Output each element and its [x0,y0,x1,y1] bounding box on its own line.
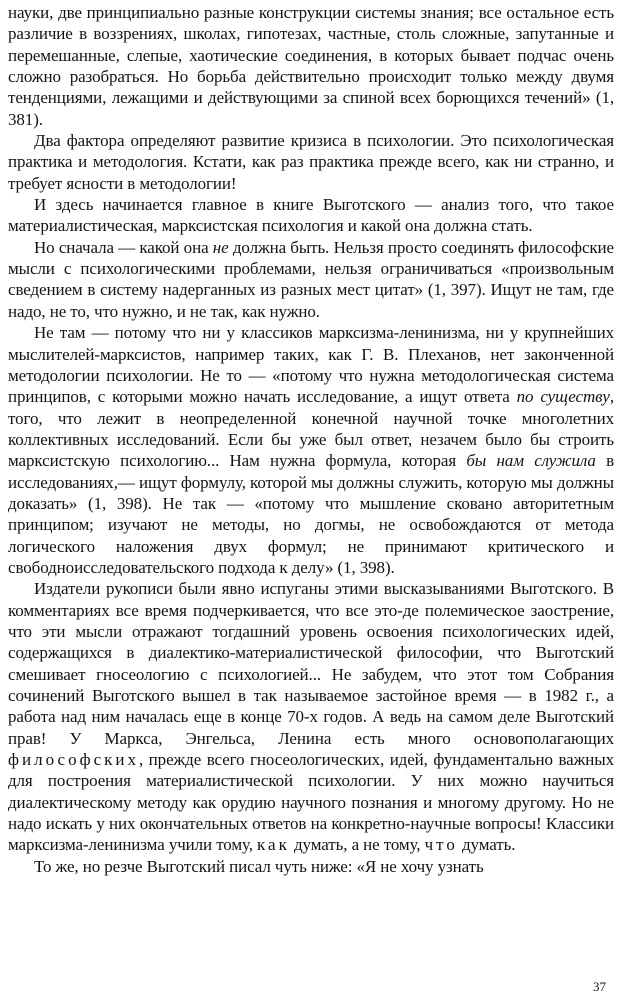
text-segment: должна быть. Нельзя просто соединять философские мысли с психологическими проблемами, нельзя ограничиваться «произвольным сведением в систему надерганных из разных мест цитат» (1, 397). Ищут не там, где надо, не то, что нужно, и не так, как нужно. [8,237,614,321]
paragraph [8,322,614,578]
spaced-emphasis-text: философских [8,750,139,770]
text-segment: Не там — потому что ни у классиков марксизма-ленинизма, ни у крупнейших мыслителей-марксистов, например таких, как Г. В. Плеханов, нет законченной методологии психологии. Не то — «потому что нужна методологическая система принципов, с которыми можно начать исследование, а ищут ответа [8,323,614,407]
text-segment: , прежде всего гносеологических, идей, фундаментально важных для построения материалистической психологии. У них можно научиться диалектическому методу как орудию научного познания и многому другому. Но не надо искать у них окончательных ответов на конкретно-научные вопросы! Классики марксизма-ленинизма учили тому, [8,750,614,855]
paragraph [8,856,614,877]
emphasis-text: не [212,237,229,257]
page-text [8,2,614,877]
spaced-emphasis-text: как [257,835,290,855]
paragraph [8,194,614,237]
paragraph [8,237,614,322]
paragraph [8,578,614,855]
text-segment: Но сначала — какой она [34,237,213,257]
page-number: 37 [593,979,606,994]
emphasis-text: бы нам служила [466,451,596,471]
text-segment: И здесь начинается главное в книге Выготского — анализ того, что такое материалистическая, марксистская психология и какой она должна стать. [8,195,614,236]
paragraph [8,130,614,194]
text-segment: Два фактора определяют развитие кризиса в психологии. Это психологическая практика и методология. Кстати, как раз практика прежде всего, как ни странно, и требует ясности в методологии! [8,131,614,193]
text-segment: думать, а не тому, [289,835,425,855]
text-segment: , того, что лежит в неопределенной конечной научной точке многолетних коллективных исследований. Если бы уже был ответ, незачем было бы строить марксистскую психологию... Нам нужна формула, которая [8,387,615,471]
text-segment: в исследованиях,— ищут формулу, которой мы должны служить, которую мы должны доказать» (1, 398). Не так — «потому что мышление сковано авторитетным принципом; изучают не методы, но догмы, не освобождаются от метода логического наложения двух формул; не принимают критического и свободноисследовательского подхода к делу» (1, 398). [8,451,614,577]
spaced-emphasis-text: что [424,835,458,855]
text-segment: Издатели рукописи были явно испуганы этими высказываниями Выготского. В комментариях все время подчеркивается, что все это-де полемическое заострение, что эти мысли отражают тогдашний уровень освоения психологических идей, содержащихся в диалектико-материалистической философии, что Выготский смешивает гносеологию с психологией... Не забудем, что этот том Собрания сочинений Выготского вышел в так называемое застойное время — в 1982 г., а работа над ним началась еще в конце 70-х годов. А ведь на самом деле Выготский прав! У Маркса, Энгельса, Ленина есть много основополагающих [8,579,614,748]
emphasis-text: по существу [516,387,610,407]
text-segment: То же, но резче Выготский писал чуть ниже: «Я не хочу узнать [34,856,484,876]
paragraph [8,2,614,130]
text-segment: думать. [457,835,516,855]
book-page [8,2,614,1001]
text-segment: науки, две принципиально разные конструкции системы знания; все остальное есть различие в воззрениях, школах, гипотезах, частные, столь сложные, запутанные и перемешанные, слепые, хаотические соединения, в которых бывает подчас очень сложно разобраться. Но борьба действительно происходит только между двумя тенденциями, лежащими и действующими за спиной всех борющихся течений» (1, 381). [8,3,614,129]
